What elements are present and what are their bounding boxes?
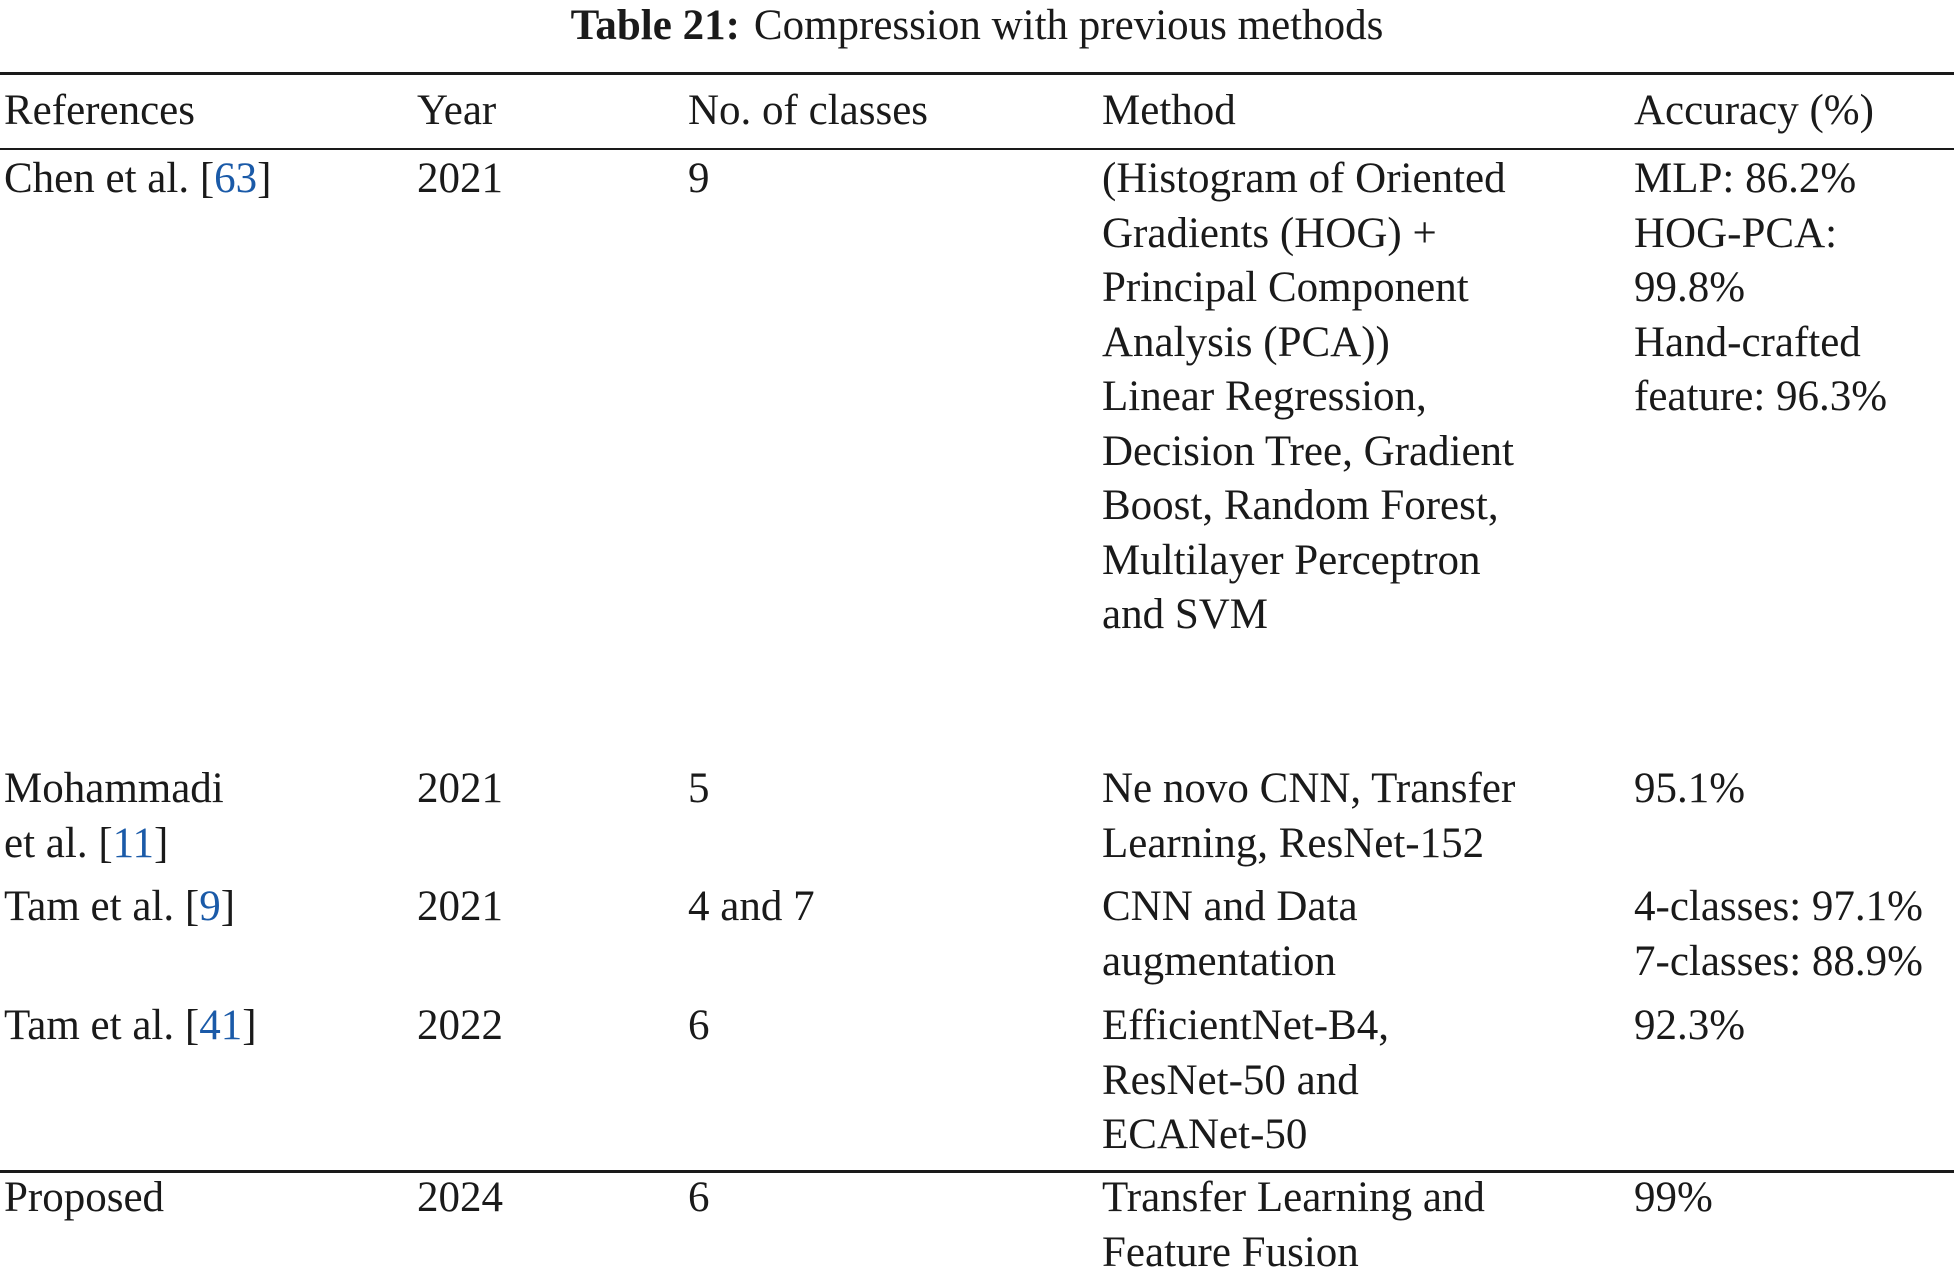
reference-text: Proposed (4, 1174, 164, 1221)
cell-reference (0, 148, 417, 758)
method-line: Linear Regression, (1102, 370, 1634, 425)
cell-reference (0, 1167, 417, 1280)
method-line: and SVM (1102, 588, 1634, 643)
table-caption-text: Compression with previous methods (754, 2, 1383, 49)
reference-text: Chen et al. [ (4, 155, 214, 202)
cell-classes: 9 (688, 148, 1102, 758)
reference-text: ] (154, 820, 168, 867)
cell-reference (0, 876, 417, 995)
cell-method (1102, 758, 1634, 876)
reference-line (4, 1171, 417, 1226)
accuracy-line: Hand-crafted (1634, 316, 1954, 371)
header-references: References (0, 75, 417, 148)
method-line: EfficientNet-B4, (1102, 999, 1634, 1054)
accuracy-line: MLP: 86.2% (1634, 152, 1954, 207)
reference-text: ] (221, 883, 235, 930)
table-row (0, 148, 1954, 758)
reference-line (4, 152, 417, 207)
method-line: Decision Tree, Gradient (1102, 425, 1634, 480)
reference-line (4, 762, 417, 817)
table-body (0, 148, 1954, 1280)
header-accuracy: Accuracy (%) (1634, 75, 1954, 148)
table-header-row (0, 75, 1954, 148)
header-year: Year (417, 75, 688, 148)
reference-text: et al. [ (4, 820, 113, 867)
cell-classes: 6 (688, 1167, 1102, 1280)
method-line: Principal Component (1102, 261, 1634, 316)
cell-accuracy (1634, 148, 1954, 758)
method-line: Boost, Random Forest, (1102, 479, 1634, 534)
comparison-table (0, 75, 1954, 1280)
cell-year: 2021 (417, 876, 688, 995)
method-line: Transfer Learning and (1102, 1171, 1634, 1226)
accuracy-line: 99.8% (1634, 261, 1954, 316)
reference-line (4, 817, 417, 872)
accuracy-line: feature: 96.3% (1634, 370, 1954, 425)
table-row (0, 876, 1954, 995)
method-line: Feature Fusion (1102, 1226, 1634, 1280)
accuracy-line: 99% (1634, 1171, 1954, 1226)
cell-reference (0, 995, 417, 1167)
method-line: ECANet-50 (1102, 1108, 1634, 1163)
reference-text: Tam et al. [ (4, 1002, 199, 1049)
cell-accuracy (1634, 758, 1954, 876)
table-row (0, 1167, 1954, 1280)
reference-line (4, 999, 417, 1054)
table-row (0, 995, 1954, 1167)
reference-text: Tam et al. [ (4, 883, 199, 930)
method-line: Multilayer Perceptron (1102, 534, 1634, 589)
header-method: Method (1102, 75, 1634, 148)
cell-method (1102, 876, 1634, 995)
method-line: Analysis (PCA)) (1102, 316, 1634, 371)
method-line: augmentation (1102, 935, 1634, 990)
accuracy-line: 7-classes: 88.9% (1634, 935, 1954, 990)
table-caption (0, 2, 1954, 50)
reference-text: ] (257, 155, 271, 202)
reference-line (4, 880, 417, 935)
method-line: (Histogram of Oriented (1102, 152, 1634, 207)
cell-year: 2024 (417, 1167, 688, 1280)
citation-link[interactable]: 9 (199, 883, 221, 930)
table-caption-label: Table 21: (571, 2, 740, 49)
citation-link[interactable]: 63 (214, 155, 257, 202)
cell-accuracy (1634, 876, 1954, 995)
accuracy-line: 92.3% (1634, 999, 1954, 1054)
cell-year: 2021 (417, 148, 688, 758)
cell-reference (0, 758, 417, 876)
cell-year: 2021 (417, 758, 688, 876)
method-line: Learning, ResNet-152 (1102, 817, 1634, 872)
citation-link[interactable]: 41 (199, 1002, 242, 1049)
citation-link[interactable]: 11 (113, 820, 154, 867)
method-line: Gradients (HOG) + (1102, 207, 1634, 262)
cell-method (1102, 148, 1634, 758)
cell-accuracy (1634, 995, 1954, 1167)
cell-accuracy (1634, 1167, 1954, 1280)
method-line: ResNet-50 and (1102, 1054, 1634, 1109)
cell-classes: 4 and 7 (688, 876, 1102, 995)
cell-classes: 6 (688, 995, 1102, 1167)
accuracy-line: 95.1% (1634, 762, 1954, 817)
accuracy-line: 4-classes: 97.1% (1634, 880, 1954, 935)
method-line: Ne novo CNN, Transfer (1102, 762, 1634, 817)
method-line: CNN and Data (1102, 880, 1634, 935)
accuracy-line: HOG-PCA: (1634, 207, 1954, 262)
header-classes: No. of classes (688, 75, 1102, 148)
reference-text: ] (242, 1002, 256, 1049)
reference-text: Mohammadi (4, 765, 224, 812)
cell-year: 2022 (417, 995, 688, 1167)
cell-method (1102, 995, 1634, 1167)
table-row (0, 758, 1954, 876)
cell-method (1102, 1167, 1634, 1280)
cell-classes: 5 (688, 758, 1102, 876)
